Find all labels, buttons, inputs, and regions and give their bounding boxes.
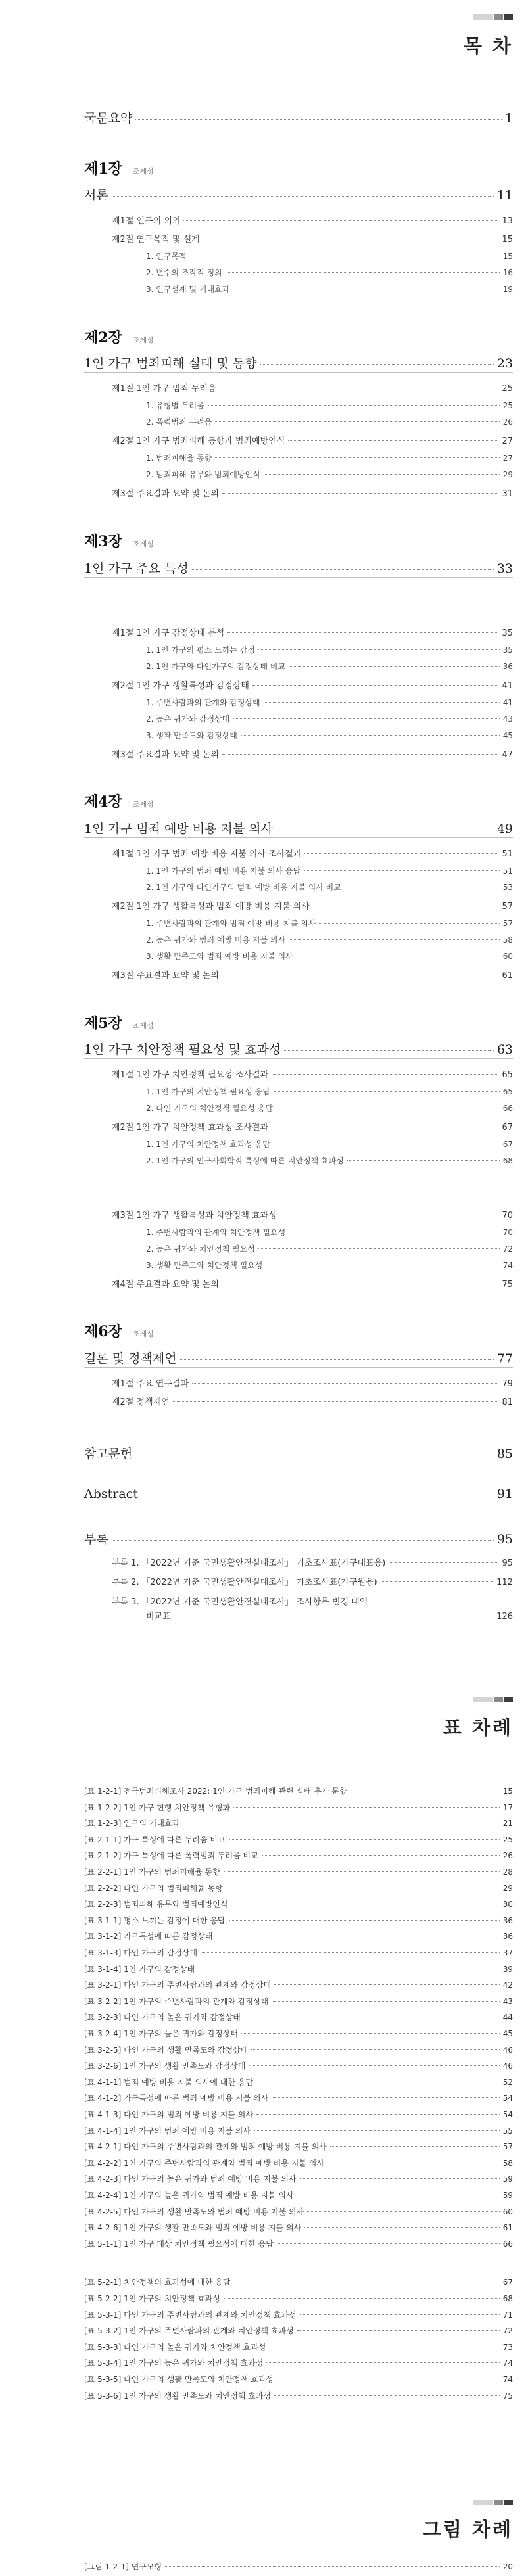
toc-entry[interactable]: 1. 범죄피해율 동향 27 bbox=[146, 454, 513, 463]
toc-entry[interactable]: 1. 연구목적 15 bbox=[146, 252, 513, 261]
table-entry[interactable]: [표 4-2-4] 1인 가구의 높은 귀가와 범죄 예방 비용 지불 의사 59 bbox=[84, 2191, 513, 2200]
table-entry[interactable]: [표 3-2-5] 다인 가구의 생활 만족도와 감정상태 46 bbox=[84, 2045, 513, 2055]
table-entry[interactable]: [표 5-2-1] 치안정책의 효과성에 대한 응답 67 bbox=[84, 2278, 513, 2287]
toc-entry[interactable]: 1인 가구 주요 특성 33 bbox=[84, 561, 513, 576]
table-entry[interactable]: [표 4-1-3] 다인 가구의 범죄 예방 비용 지불 의사 54 bbox=[84, 2110, 513, 2119]
toc-entry[interactable]: 제2절 정책제언 81 bbox=[112, 1397, 513, 1407]
table-entry[interactable]: [표 2-1-2] 가구 특성에 따른 폭력범죄 두려움 비교 26 bbox=[84, 1851, 513, 1861]
toc-title: 목 차 bbox=[463, 35, 513, 57]
toc-entry[interactable]: 3. 연구설계 및 기대효과 19 bbox=[146, 285, 513, 294]
toc-entry[interactable]: 제1절 1인 가구 범죄 예방 비용 지불 의사 조사결과 51 bbox=[112, 849, 513, 859]
toc-entry[interactable]: 1. 주변사람과의 관계와 치안정책 필요성 70 bbox=[146, 1228, 513, 1237]
figures-title: 그림 차례 bbox=[422, 2518, 513, 2541]
chapter-rule bbox=[84, 837, 513, 838]
table-entry[interactable]: [표 2-2-1] 1인 가구의 범죄피해율 동향 28 bbox=[84, 1867, 513, 1877]
toc-entry[interactable]: 비교표 126 bbox=[146, 1612, 513, 1622]
table-entry[interactable]: [표 3-2-1] 다인 가구의 주변사람과의 관계와 감정상태 42 bbox=[84, 1980, 513, 1990]
table-entry[interactable]: [표 5-3-6] 1인 가구의 생활 만족도와 치안정책 효과성 75 bbox=[84, 2391, 513, 2400]
chapter-heading: 제4장 조제성 bbox=[84, 793, 154, 810]
toc-entry[interactable]: 2. 1인 가구의 인구사회학적 특성에 따른 치안정책 효과성 68 bbox=[146, 1156, 513, 1165]
table-entry[interactable]: [표 2-1-1] 가구 특성에 따른 두려움 비교 25 bbox=[84, 1835, 513, 1844]
toc-entry[interactable]: 1인 가구 범죄 예방 비용 지불 의사 49 bbox=[84, 822, 513, 836]
table-entry[interactable]: [표 4-2-3] 다인 가구의 높은 귀가와 범죄 예방 비용 지불 의사 59 bbox=[84, 2174, 513, 2184]
table-entry[interactable]: [표 1-2-1] 전국범죄피해조사 2022: 1인 가구 범죄피해 관련 실태 추가 문항 15 bbox=[84, 1787, 513, 1796]
toc-entry[interactable]: 제2절 1인 가구 생활특성과 감정상태 41 bbox=[112, 681, 513, 691]
table-entry[interactable]: [표 1-2-2] 1인 가구 현행 치안정책 유형화 17 bbox=[84, 1802, 513, 1812]
toc-entry[interactable]: 제2절 연구목적 및 설계 15 bbox=[112, 235, 513, 245]
table-entry[interactable]: [표 5-1-1] 1인 가구 대상 치안정책 필요성에 대한 응답 66 bbox=[84, 2239, 513, 2249]
toc-entry[interactable]: 3. 생활 만족도와 치안정책 필요성 74 bbox=[146, 1261, 513, 1270]
toc-entry[interactable]: 서론 11 bbox=[84, 188, 513, 202]
toc-entry[interactable]: 제4절 주요결과 요약 및 논의 75 bbox=[112, 1280, 513, 1290]
toc-entry[interactable]: 제3절 주요결과 요약 및 논의 31 bbox=[112, 489, 513, 499]
chapter-heading: 제1장 조제성 bbox=[84, 160, 154, 177]
toc-entry[interactable]: 제1절 1인 가구 감정상태 분석 35 bbox=[112, 628, 513, 638]
toc-entry[interactable]: 2. 높은 귀가와 감정상태 43 bbox=[146, 714, 513, 724]
figure-entry[interactable]: [그림 1-2-1] 연구모형 20 bbox=[84, 2562, 513, 2571]
table-entry[interactable]: [표 4-2-1] 다인 가구의 주변사람과의 관계와 범죄 예방 비용 지불 의사 57 bbox=[84, 2142, 513, 2152]
table-entry[interactable]: [표 5-3-1] 다인 가구의 주변사람과의 관계와 치안정책 효과성 71 bbox=[84, 2310, 513, 2320]
toc-entry[interactable]: 3. 생활 만족도와 감정상태 45 bbox=[146, 731, 513, 740]
table-entry[interactable]: [표 3-1-4] 1인 가구의 감정상태 39 bbox=[84, 1964, 513, 1974]
toc-entry[interactable]: 2. 높은 귀가와 범죄 예방 비용 지불 의사 58 bbox=[146, 935, 513, 945]
toc-entry[interactable]: 2. 높은 귀가와 치안정책 필요성 72 bbox=[146, 1244, 513, 1253]
table-entry[interactable]: [표 5-3-5] 다인 가구의 생활 만족도와 치안정책 효과성 74 bbox=[84, 2375, 513, 2384]
toc-entry[interactable]: 1. 1인 가구의 치안정책 효과성 응답 67 bbox=[146, 1140, 513, 1149]
toc-entry[interactable]: 2. 변수의 조작적 정의 16 bbox=[146, 268, 513, 277]
table-entry[interactable]: [표 3-2-3] 다인 가구의 높은 귀가와 감정상태 44 bbox=[84, 2013, 513, 2023]
table-entry[interactable]: [표 3-2-2] 1인 가구의 주변사람과의 관계와 감정상태 43 bbox=[84, 1996, 513, 2006]
table-entry[interactable]: [표 5-3-3] 다인 가구의 높은 귀가와 치안정책 효과성 73 bbox=[84, 2342, 513, 2352]
table-entry[interactable]: [표 4-1-4] 1인 가구의 범죄 예방 비용 지불 의사 55 bbox=[84, 2126, 513, 2136]
toc-entry[interactable]: 참고문헌 85 bbox=[84, 1447, 513, 1461]
table-entry[interactable]: [표 2-2-3] 범죄피해 유무와 범죄예방인식 30 bbox=[84, 1900, 513, 1909]
table-entry[interactable]: [표 5-2-2] 1인 가구의 치안정책 효과성 68 bbox=[84, 2294, 513, 2303]
toc-entry[interactable]: 2. 1인 가구와 다인가구의 범죄 예방 비용 지불 의사 비교 53 bbox=[146, 883, 513, 892]
header-bar-decoration bbox=[473, 1697, 513, 1702]
toc-entry[interactable]: Abstract 91 bbox=[84, 1487, 513, 1501]
toc-entry[interactable]: 제1절 1인 가구 치안정책 필요성 조사결과 65 bbox=[112, 1070, 513, 1080]
toc-entry[interactable]: 2. 다인 가구의 치안정책 필요성 응답 66 bbox=[146, 1104, 513, 1113]
chapter-heading: 제3장 조제성 bbox=[84, 533, 154, 550]
toc-entry[interactable]: 1. 주변사람과의 관계와 범죄 예방 비용 지불 의사 57 bbox=[146, 919, 513, 928]
tables-title: 표 차례 bbox=[442, 1716, 513, 1739]
toc-entry[interactable]: 2. 범죄피해 유무와 범죄예방인식 29 bbox=[146, 470, 513, 479]
toc-entry[interactable]: 3. 생활 만족도와 범죄 예방 비용 지불 의사 60 bbox=[146, 952, 513, 961]
chapter-heading: 제6장 조제성 bbox=[84, 1323, 154, 1340]
toc-entry[interactable]: 제1절 주요 연구결과 79 bbox=[112, 1379, 513, 1389]
header-bar-decoration bbox=[473, 2500, 513, 2505]
table-entry[interactable]: [표 4-2-2] 1인 가구의 주변사람과의 관계와 범죄 예방 비용 지불 의사 58 bbox=[84, 2158, 513, 2168]
table-entry[interactable]: [표 4-2-6] 1인 가구의 생활 만족도와 범죄 예방 비용 지불 의사 61 bbox=[84, 2223, 513, 2233]
chapter-heading: 제5장 조제성 bbox=[84, 1015, 154, 1032]
toc-entry[interactable]: 1인 가구 범죄피해 실태 및 동향 23 bbox=[84, 356, 513, 371]
chapter-rule bbox=[84, 1058, 513, 1059]
table-entry[interactable]: [표 2-2-2] 다인 가구의 범죄피해율 동향 29 bbox=[84, 1883, 513, 1893]
toc-entry[interactable]: 제1절 연구의 의의 13 bbox=[112, 216, 513, 226]
toc-entry[interactable]: 제1절 1인 가구 범죄 두려움 25 bbox=[112, 384, 513, 394]
toc-entry[interactable]: 부록 3. 「2022년 기준 국민생활안전실태조사」 조사항목 변경 내역 bbox=[112, 1597, 368, 1607]
table-entry[interactable]: [표 4-1-1] 범죄 예방 비용 지불 의사에 대한 응답 52 bbox=[84, 2077, 513, 2087]
toc-entry[interactable]: 부록 95 bbox=[84, 1532, 513, 1547]
toc-entry[interactable]: 1. 1인 가구의 치안정책 필요성 응답 65 bbox=[146, 1087, 513, 1096]
table-entry[interactable]: [표 3-2-6] 1인 가구의 생활 만족도와 감정상태 46 bbox=[84, 2061, 513, 2071]
table-entry[interactable]: [표 4-2-5] 다인 가구의 생활 만족도와 범죄 예방 비용 지불 의사 60 bbox=[84, 2207, 513, 2216]
chapter-rule bbox=[84, 577, 513, 578]
table-entry[interactable]: [표 5-3-4] 1인 가구의 높은 귀가와 치안정책 효과성 74 bbox=[84, 2358, 513, 2368]
toc-entry[interactable]: 제2절 1인 가구 범죄피해 동향과 범죄예방인식 27 bbox=[112, 436, 513, 446]
toc-entry[interactable]: 2. 1인 가구와 다인가구의 감정상태 비교 36 bbox=[146, 662, 513, 671]
toc-entry[interactable]: 제3절 주요결과 요약 및 논의 47 bbox=[112, 750, 513, 760]
table-entry[interactable]: [표 3-1-2] 가구특성에 따른 감정상태 36 bbox=[84, 1932, 513, 1942]
table-entry[interactable]: [표 4-1-2] 가구특성에 따른 범죄 예방 비용 지불 의사 54 bbox=[84, 2094, 513, 2103]
toc-entry[interactable]: 2. 폭력범죄 두려움 26 bbox=[146, 417, 513, 427]
header-bar-decoration bbox=[473, 14, 513, 20]
toc-entry[interactable]: 부록 1. 「2022년 기준 국민생활안전실태조사」 기초조사표(가구대표용) 95 bbox=[112, 1558, 513, 1568]
toc-entry[interactable]: 제2절 1인 가구 치안정책 효과성 조사결과 67 bbox=[112, 1123, 513, 1133]
toc-entry[interactable]: 1. 1인 가구의 범죄 예방 비용 지불 의사 응답 51 bbox=[146, 866, 513, 876]
toc-entry[interactable]: 제2절 1인 가구 생활특성과 범죄 예방 비용 지불 의사 57 bbox=[112, 902, 513, 912]
chapter-heading: 제2장 조제성 bbox=[84, 329, 154, 346]
toc-entry[interactable]: 결론 및 정책제언 77 bbox=[84, 1351, 513, 1366]
table-entry[interactable]: [표 3-1-1] 평소 느끼는 감정에 대한 응답 36 bbox=[84, 1915, 513, 1925]
toc-entry[interactable]: 1. 주변사람과의 관계와 감정상태 41 bbox=[146, 698, 513, 707]
table-entry[interactable]: [표 3-2-4] 1인 가구의 높은 귀가와 감정상태 45 bbox=[84, 2029, 513, 2038]
chapter-rule bbox=[84, 1367, 513, 1368]
chapter-rule bbox=[84, 372, 513, 373]
table-entry[interactable]: [표 5-3-2] 1인 가구의 주변사람과의 관계와 치안정책 효과성 72 bbox=[84, 2326, 513, 2336]
toc-entry[interactable]: 제3절 주요결과 요약 및 논의 61 bbox=[112, 971, 513, 981]
toc-entry[interactable]: 제3절 1인 가구 생활특성과 치안정책 효과성 70 bbox=[112, 1211, 513, 1221]
toc-entry[interactable]: 부록 2. 「2022년 기준 국민생활안전실태조사」 기초조사표(가구원용) 112 bbox=[112, 1578, 513, 1587]
toc-entry[interactable]: 국문요약 1 bbox=[84, 111, 513, 126]
table-entry[interactable]: [표 3-1-3] 다인 가구의 감정상태 37 bbox=[84, 1948, 513, 1957]
toc-entry[interactable]: 1. 유형별 두려움 25 bbox=[146, 401, 513, 410]
toc-entry[interactable]: 1. 1인 가구의 평소 느끼는 감정 35 bbox=[146, 645, 513, 655]
table-entry[interactable]: [표 1-2-3] 연구의 기대효과 21 bbox=[84, 1819, 513, 1829]
toc-entry[interactable]: 1인 가구 치안정책 필요성 및 효과성 63 bbox=[84, 1042, 513, 1057]
